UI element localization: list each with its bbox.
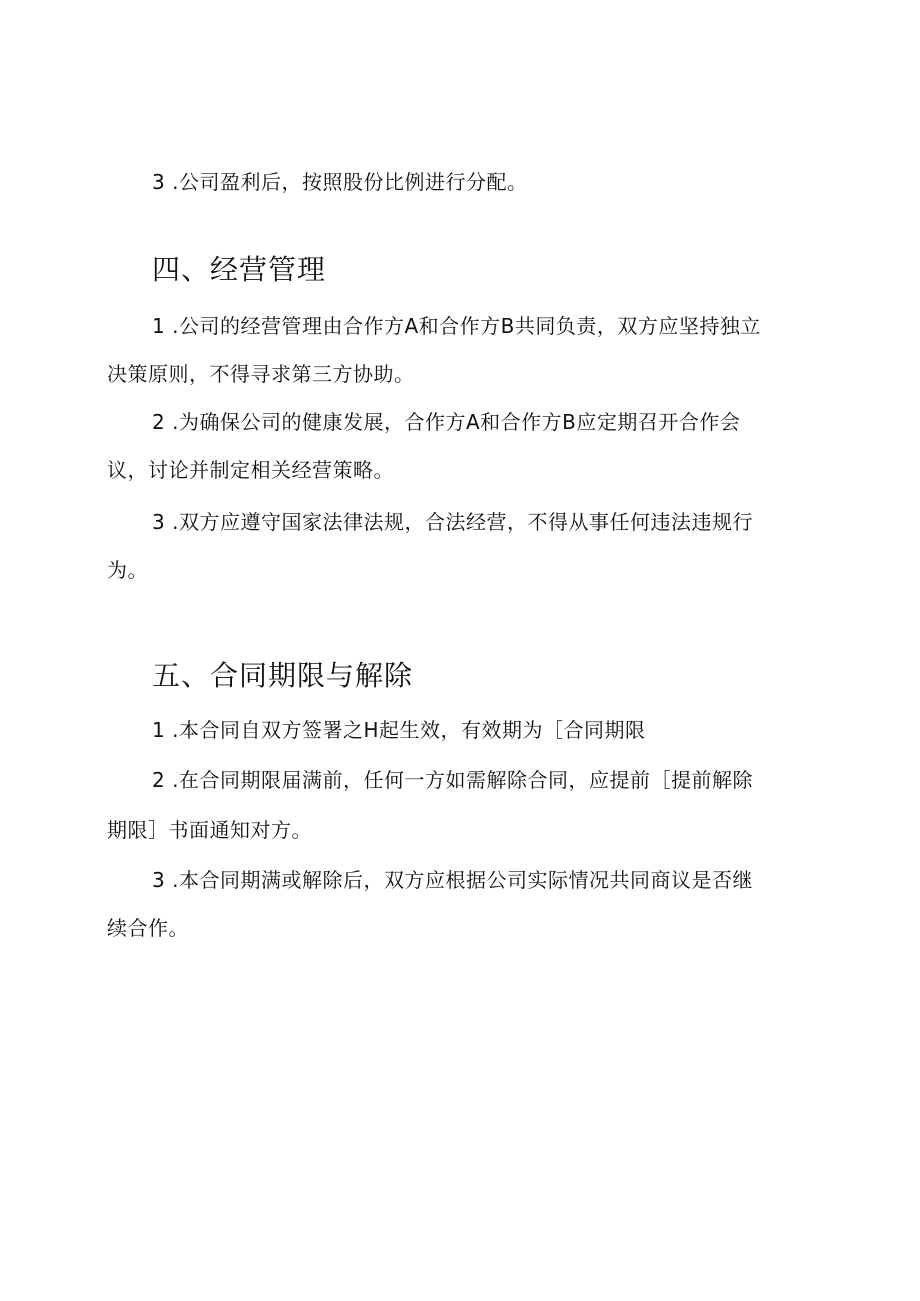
operations-item-1-line-2: 决策原则，不得寻求第三方协助。: [107, 362, 415, 386]
operations-item-2-line-2: 议，讨论并制定相关经营策略。: [107, 458, 394, 482]
profit-distribution-item: 3 .公司盈利后，按照股份比例进行分配。: [152, 170, 528, 194]
operations-item-2-line-1: 2 .为确保公司的健康发展，合作方A和合作方B应定期召开合作会: [152, 410, 741, 434]
operations-item-1-line-1: 1 .公司的经营管理由合作方A和合作方B共同负责，双方应坚持独立: [152, 314, 761, 338]
section-heading-term-termination: 五、合同期限与解除: [152, 659, 414, 692]
term-item-2-line-2: 期限］书面通知对方。: [107, 818, 312, 842]
term-item-1-line-1: 1 .本合同自双方签署之H起生效，有效期为［合同期限: [152, 718, 646, 742]
operations-item-3-line-1: 3 .双方应遵守国家法律法规，合法经营，不得从事任何违法违规行: [152, 510, 753, 534]
term-item-3-line-1: 3 .本合同期满或解除后，双方应根据公司实际情况共同商议是否继: [152, 868, 753, 892]
section-heading-operations: 四、经营管理: [152, 253, 327, 286]
term-item-2-line-1: 2 .在合同期限届满前，任何一方如需解除合同，应提前［提前解除: [152, 768, 753, 792]
operations-item-3-line-2: 为。: [107, 558, 148, 582]
term-item-3-line-2: 续合作。: [107, 916, 189, 940]
